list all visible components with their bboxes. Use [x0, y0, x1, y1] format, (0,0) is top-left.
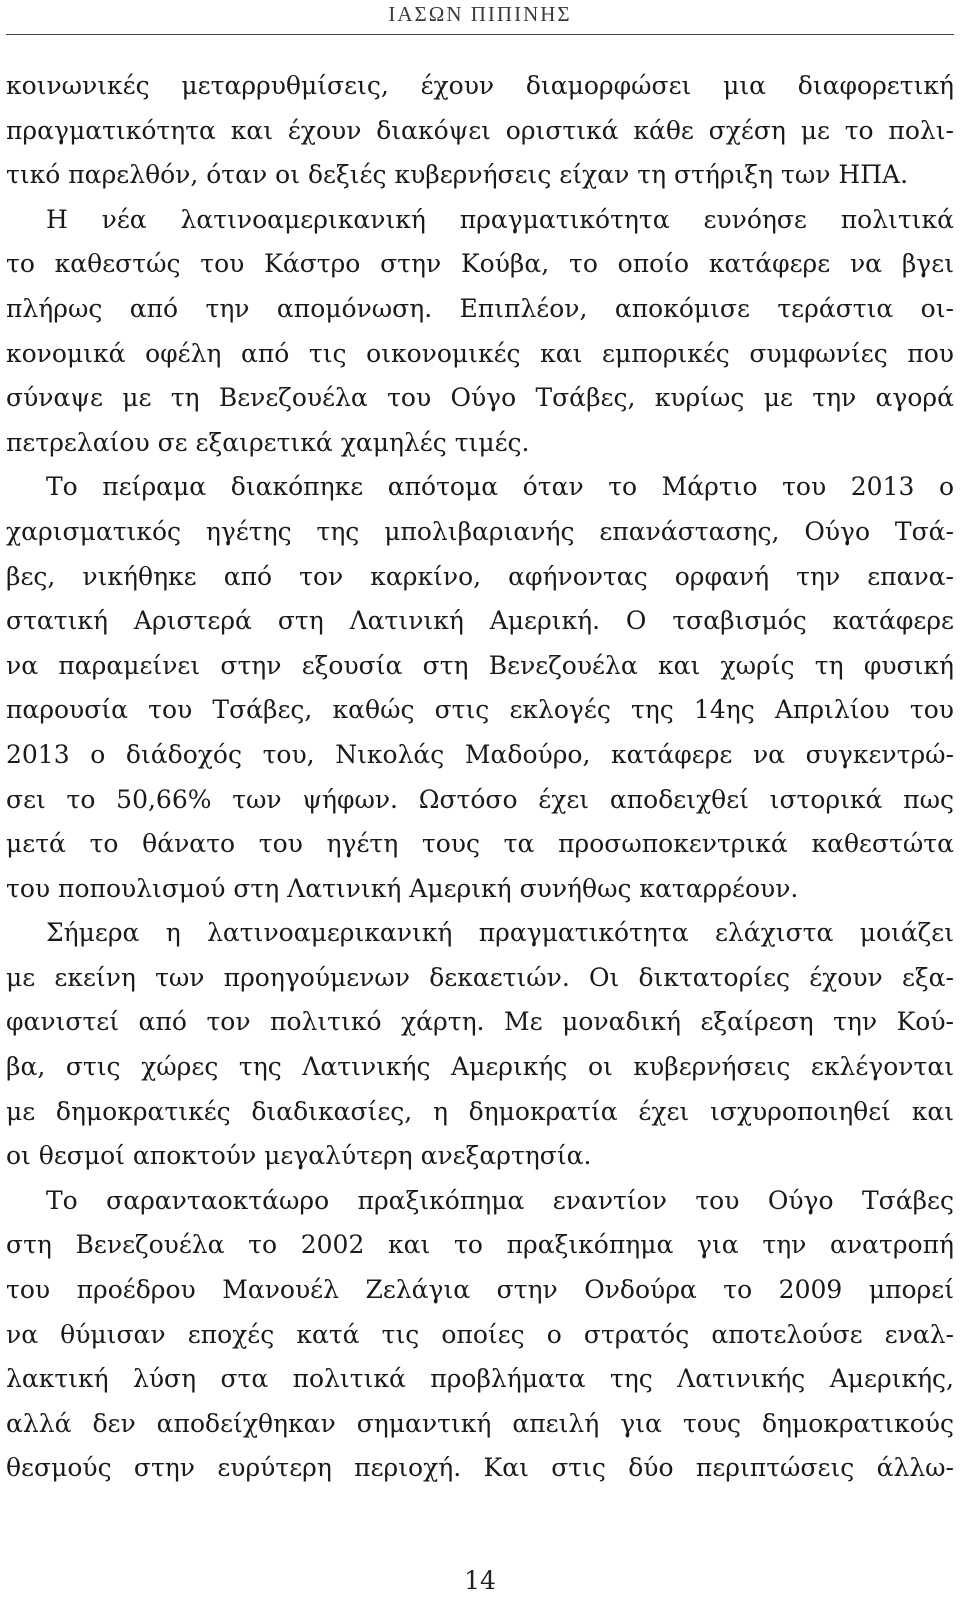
text-line: σει το 50,66% των ψήφων. Ωστόσο έχει αποδειχθεί ιστορικά πως	[6, 784, 954, 814]
text-line: με δημοκρατικές διαδικασίες, η δημοκρατία έχει ισχυροποιηθεί και	[6, 1096, 954, 1126]
text-line: πλήρως από την απομόνωση. Επιπλέον, αποκόμισε τεράστια οι-	[6, 293, 954, 323]
text-line: Το πείραμα διακόπηκε απότομα όταν το Μάρτιο του 2013 ο	[46, 472, 954, 502]
text-line: να παραμείνει στην εξουσία στη Βενεζουέλα και χωρίς τη φυσική	[6, 650, 954, 680]
text-line: βες, νικήθηκε από τον καρκίνο, αφήνοντας ορφανή την επανα-	[6, 561, 954, 591]
running-head: ΙΑΣΩΝ ΠΙΠΙΝΗΣ	[388, 2, 572, 26]
text-line: με εκείνη των προηγούμενων δεκαετιών. Οι δικτατορίες έχουν εξα-	[6, 962, 954, 992]
text-line: να θύμισαν εποχές κατά τις οποίες ο στρατός αποτελούσε εναλ-	[6, 1319, 954, 1349]
text-line: φανιστεί από τον πολιτικό χάρτη. Με μοναδική εξαίρεση την Κού-	[6, 1007, 954, 1037]
text-line: οι θεσμοί αποκτούν μεγαλύτερη ανεξαρτησία.	[6, 1141, 592, 1171]
text-line: τικό παρελθόν, όταν οι δεξιές κυβερνήσεις είχαν τη στήριξη των ΗΠΑ.	[6, 160, 909, 190]
header-rule	[6, 34, 954, 35]
body-text	[6, 64, 954, 1491]
text-line: το καθεστώς του Κάστρο στην Κούβα, το οποίο κατάφερε να βγει	[6, 249, 954, 279]
text-line: λακτική λύση στα πολιτικά προβλήματα της Λατινικής Αμερικής,	[6, 1364, 954, 1394]
text-line: Σήμερα η λατινοαμερικανική πραγματικότητα ελάχιστα μοιάζει	[46, 918, 954, 948]
text-line: πραγματικότητα και έχουν διακόψει οριστικά κάθε σχέση με το πολι-	[6, 115, 954, 145]
text-line: αλλά δεν αποδείχθηκαν σημαντική απειλή για τους δημοκρατικούς	[6, 1408, 954, 1438]
text-line: πετρελαίου σε εξαιρετικά χαμηλές τιμές.	[6, 427, 530, 457]
text-line: κοινωνικές μεταρρυθμίσεις, έχουν διαμορφώσει μια διαφορετική	[6, 71, 954, 100]
text-line: του προέδρου Μανουέλ Ζελάγια στην Ονδούρα το 2009 μπορεί	[6, 1275, 954, 1305]
text-line: μετά το θάνατο του ηγέτη τους τα προσωποκεντρικά καθεστώτα	[6, 829, 954, 859]
text-line: κονομικά οφέλη από τις οικονομικές και εμπορικές συμφωνίες που	[6, 338, 954, 368]
text-line: χαρισματικός ηγέτης της μπολιβαριανής επανάστασης, Ούγο Τσά-	[6, 516, 954, 546]
text-line: 2013 ο διάδοχός του, Νικολάς Μαδούρο, κατάφερε να συγκεντρώ-	[6, 739, 954, 769]
page-number: 14	[464, 1566, 496, 1595]
text-line: Το σαρανταοκτάωρο πραξικόπημα εναντίον του Ούγο Τσάβες	[46, 1185, 954, 1215]
text-line: στη Βενεζουέλα το 2002 και το πραξικόπημα για την ανατροπή	[6, 1230, 954, 1260]
text-line: παρουσία του Τσάβες, καθώς στις εκλογές της 14ης Απριλίου του	[6, 695, 954, 725]
text-line: βα, στις χώρες της Λατινικής Αμερικής οι κυβερνήσεις εκλέγονται	[6, 1052, 954, 1082]
text-line: του ποπουλισμού στη Λατινική Αμερική συνήθως καταρρέουν.	[6, 873, 799, 903]
text-line: Η νέα λατινοαμερικανική πραγματικότητα ευνόησε πολιτικά	[46, 204, 954, 234]
text-line: θεσμούς στην ευρύτερη περιοχή. Και στις δύο περιπτώσεις άλλω-	[6, 1453, 954, 1483]
text-line: σύναψε με τη Βενεζουέλα του Ούγο Τσάβες, κυρίως με την αγορά	[6, 383, 954, 413]
text-line: στατική Αριστερά στη Λατινική Αμερική. Ο τσαβισμός κατάφερε	[6, 606, 954, 636]
